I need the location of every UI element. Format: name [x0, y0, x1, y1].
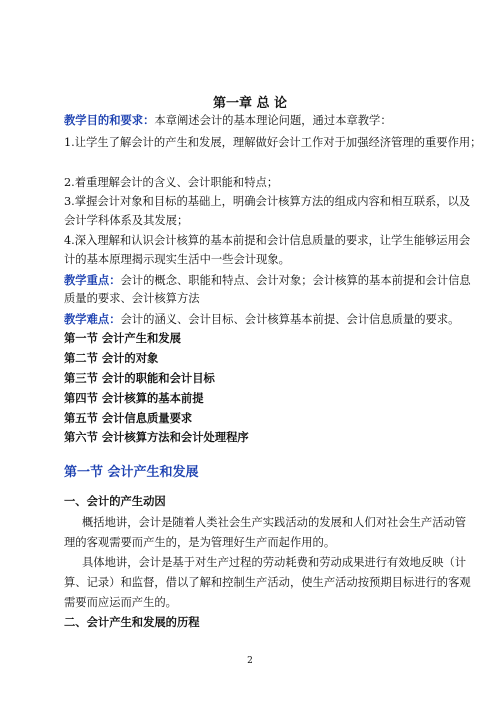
objective-item-1: 1.让学生了解会计的产生和发展，理解做好会计工作对于加强经济管理的重要作用；: [64, 136, 482, 149]
subheading-2: 二、会计产生和发展的历程: [64, 616, 200, 629]
paragraph-2-line-3: 需要而应运而产生的。: [64, 596, 177, 609]
paragraph-1-line-2: 理的客观需要而产生的，是为管理好生产而起作用的。: [64, 536, 336, 549]
page-number: 2: [247, 656, 253, 666]
objectives-intro: 本章阐述会计的基本理论问题，通过本章教学：: [154, 114, 392, 127]
paragraph-2-line-2: 算、记录）和监督，借以了解和控制生产活动，使生产活动按预期目标进行的客观: [64, 576, 471, 589]
toc-item-3: 第三节 会计的职能和会计目标: [64, 372, 215, 385]
subheading-1: 一、会计的产生动因: [64, 495, 166, 508]
toc-item-6: 第六节 会计核算方法和会计处理程序: [64, 431, 249, 444]
paragraph-2-line-1: 具体地讲，会计是基于对生产过程的劳动耗费和劳动成果进行有效地反映（计: [82, 556, 467, 569]
difficult-points-line: [64, 312, 460, 327]
toc-item-2: 第二节 会计的对象: [64, 352, 159, 365]
key-points-cont: 质量的要求、会计核算方法: [64, 292, 200, 305]
objective-item-4-cont: 计的基本原理揭示现实生活中一些会计现象。: [64, 253, 290, 266]
paragraph-1-line-1: 概括地讲，会计是随着人类社会生产实践活动的发展和人们对社会生产活动管: [82, 516, 467, 529]
toc-item-5: 第五节 会计信息质量要求: [64, 412, 193, 425]
objective-item-3-cont: 会计学科体系及其发展；: [64, 214, 189, 227]
section-title: 第一节 会计产生和发展: [64, 465, 199, 480]
chapter-title: 第一章 总 论: [212, 96, 288, 111]
objectives-label: 教学目的和要求：: [64, 113, 155, 127]
objective-item-4: 4.深入理解和认识会计核算的基本前提和会计信息质量的要求，让学生能够运用会: [64, 234, 471, 247]
key-points-line: [64, 273, 471, 288]
key-points-text: 会计的概念、职能和特点、会计对象；会计核算的基本前提和会计信息: [120, 274, 471, 287]
toc-item-1: 第一节 会计产生和发展: [64, 332, 181, 345]
toc-item-4: 第四节 会计核算的基本前提: [64, 392, 204, 405]
difficult-points-text: 会计的涵义、会计目标、会计核算基本前提、会计信息质量的要求。: [120, 313, 460, 326]
objectives-line: [64, 113, 444, 128]
difficult-points-label: 教学难点：: [64, 312, 121, 326]
key-points-label: 教学重点：: [64, 273, 121, 287]
objective-item-2: 2.着重理解会计的含义、会计职能和特点；: [64, 176, 279, 189]
objective-item-3: 3.掌握会计对象和目标的基础上，明确会计核算方法的组成内容和相互联系，以及: [64, 195, 471, 208]
